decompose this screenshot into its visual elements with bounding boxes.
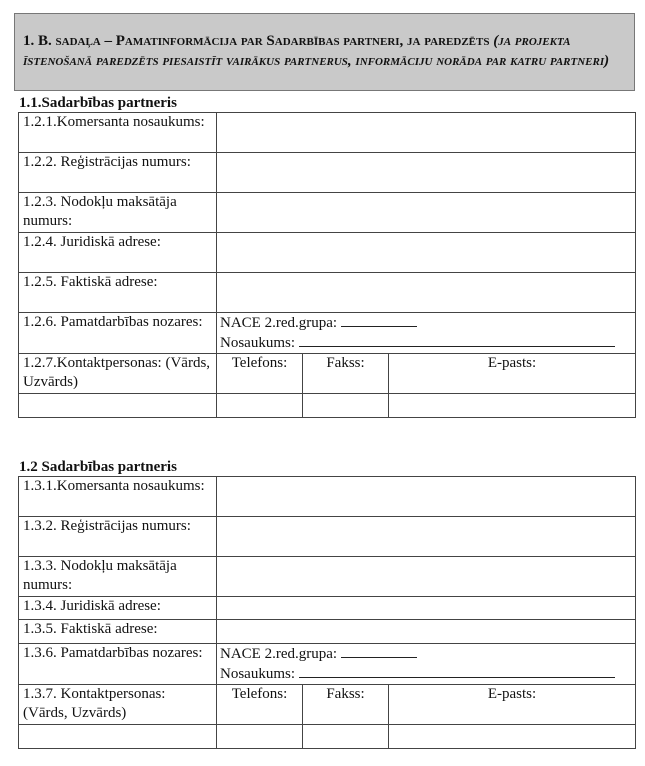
partner2-contact-label: 1.3.7. Kontaktpersonas: (Vārds, Uzvārds) — [19, 685, 217, 725]
partner2-phone-header: Telefons: — [217, 685, 303, 725]
partner2-phone-cell[interactable] — [217, 725, 303, 749]
partner1-table — [18, 112, 636, 418]
section-note: (ja projekta īstenošanā paredzēts piesaistīt vairākus partnerus, informāciju norāda par katru partneri) — [23, 33, 610, 69]
partner1-taxnum-field[interactable] — [217, 193, 636, 233]
partner1-email-header: E-pasts: — [389, 354, 636, 394]
partner1-nace-name-blank[interactable] — [299, 333, 615, 347]
partner1-contact-label: 1.2.7.Kontaktpersonas: (Vārds, Uzvārds) — [19, 354, 217, 394]
partner2-legal-address-label: 1.3.4. Juridiskā adrese: — [19, 597, 217, 620]
partner1-fax-header: Fakss: — [303, 354, 389, 394]
partner2-actual-address-field[interactable] — [217, 620, 636, 644]
partner1-fax-cell[interactable] — [303, 394, 389, 418]
partner1-nace-name-label: Nosaukums: — [220, 335, 295, 351]
partner1-legal-address-label: 1.2.4. Juridiskā adrese: — [19, 233, 217, 273]
partner1-name-label: 1.2.1.Komersanta nosaukums: — [19, 113, 217, 153]
partner2-nace-label: 1.3.6. Pamatdarbības nozares: — [19, 644, 217, 685]
partner1-legal-address-field[interactable] — [217, 233, 636, 273]
partner2-fax-header: Fakss: — [303, 685, 389, 725]
partner2-fax-cell[interactable] — [303, 725, 389, 749]
partner2-legal-address-field[interactable] — [217, 597, 636, 620]
partner1-phone-cell[interactable] — [217, 394, 303, 418]
partner2-email-cell[interactable] — [389, 725, 636, 749]
partner1-nace-group-blank[interactable] — [341, 313, 417, 327]
partner2-name-label: 1.3.1.Komersanta nosaukums: — [19, 477, 217, 517]
partner2-table — [18, 476, 636, 749]
partner2-nace-name-label: Nosaukums: — [220, 666, 295, 682]
partner2-taxnum-label: 1.3.3. Nodokļu maksātāja numurs: — [19, 557, 217, 597]
partner1-contact-name-cell[interactable] — [19, 394, 217, 418]
partner2-taxnum-field[interactable] — [217, 557, 636, 597]
partner2-regnum-label: 1.3.2. Reģistrācijas numurs: — [19, 517, 217, 557]
partner2-nace-group-blank[interactable] — [341, 644, 417, 658]
partner2-nace-field[interactable] — [217, 644, 636, 685]
section-number: 1. B. — [23, 33, 52, 49]
partner1-name-field[interactable] — [217, 113, 636, 153]
partner2-contact-name-cell[interactable] — [19, 725, 217, 749]
partner1-email-cell[interactable] — [389, 394, 636, 418]
partner2-regnum-field[interactable] — [217, 517, 636, 557]
partner1-nace-field[interactable] — [217, 313, 636, 354]
partner1-actual-address-field[interactable] — [217, 273, 636, 313]
partner2-actual-address-label: 1.3.5. Faktiskā adrese: — [19, 620, 217, 644]
partner1-regnum-field[interactable] — [217, 153, 636, 193]
partner2-nace-group-label: NACE 2.red.grupa: — [220, 646, 338, 662]
partner1-phone-header: Telefons: — [217, 354, 303, 394]
partner1-nace-group-label: NACE 2.red.grupa: — [220, 315, 338, 331]
partner2-email-header: E-pasts: — [389, 685, 636, 725]
section-banner — [14, 13, 635, 91]
partner2-name-field[interactable] — [217, 477, 636, 517]
partner2-nace-name-blank[interactable] — [299, 664, 615, 678]
partner1-regnum-label: 1.2.2. Reģistrācijas numurs: — [19, 153, 217, 193]
partner1-nace-label: 1.2.6. Pamatdarbības nozares: — [19, 313, 217, 354]
partner1-taxnum-label: 1.2.3. Nodokļu maksātāja numurs: — [19, 193, 217, 233]
partner1-heading: 1.1.Sadarbības partneris — [19, 95, 177, 111]
section-title: sadaļa – Pamatinformācija par Sadarbības partneri, ja paredzēts — [55, 33, 490, 49]
partner2-heading: 1.2 Sadarbības partneris — [19, 459, 177, 475]
partner1-actual-address-label: 1.2.5. Faktiskā adrese: — [19, 273, 217, 313]
